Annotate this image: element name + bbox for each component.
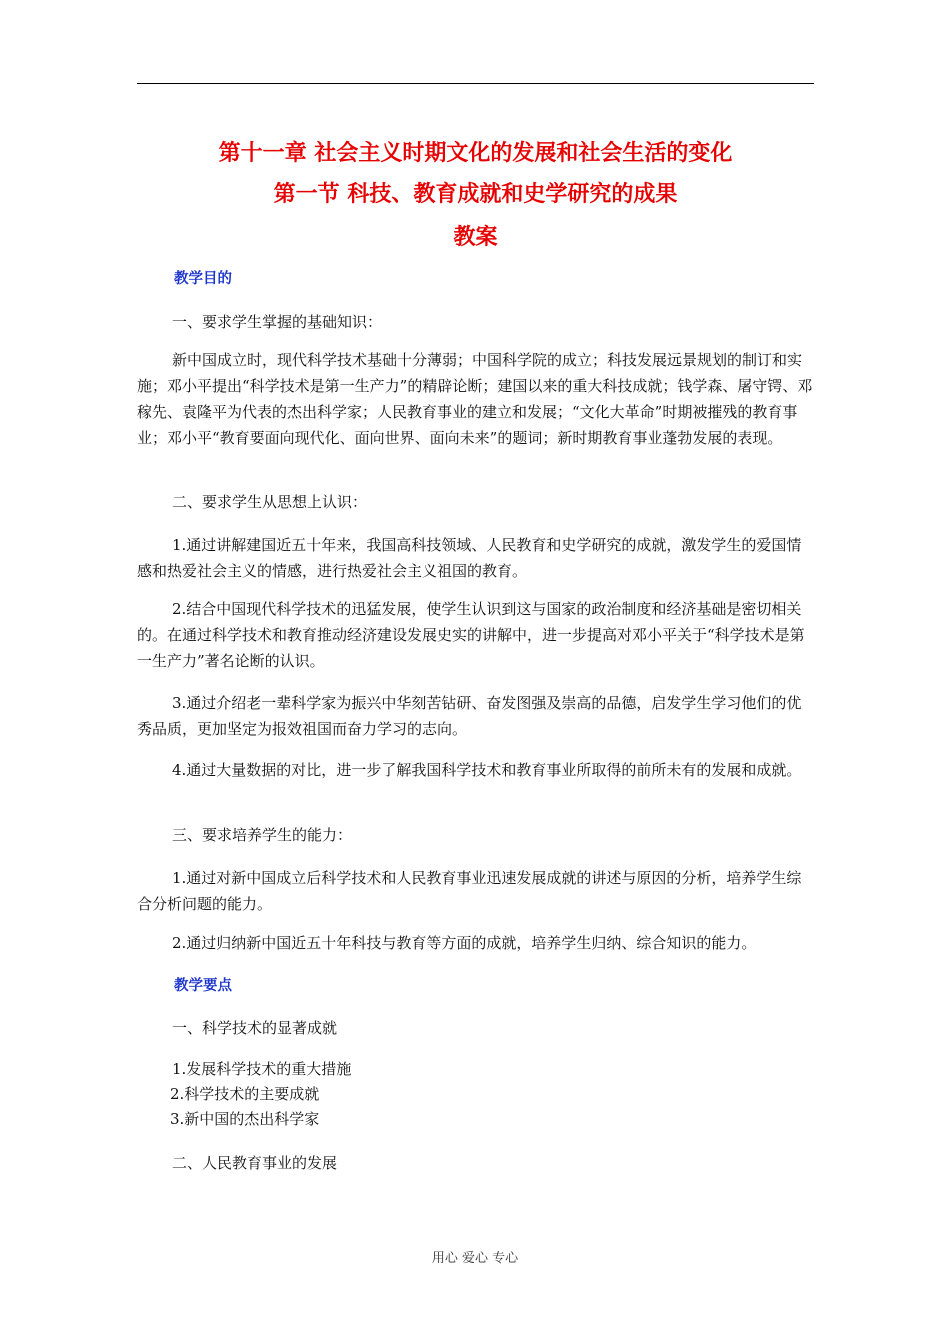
goal2-title: 二、要求学生从思想上认识： [172, 493, 368, 511]
goal2-item: 4.通过大量数据的对比，进一步了解我国科学技术和教育事业所取得的前所未有的发展和成就。 [172, 761, 802, 779]
goal2-item: 3.通过介绍老一辈科学家为振兴中华刻苦钻研、奋发图强及崇高的品德，启发学生学习他们的优秀品质，更加坚定为报效祖国而奋力学习的志向。 [137, 694, 802, 738]
header-rule [137, 83, 814, 84]
goal2-item: 1.通过讲解建国近五十年来，我国高科技领域、人民教育和史学研究的成就，激发学生的爱国情感和热爱社会主义的情感，进行热爱社会主义祖国的教育。 [137, 536, 802, 580]
section-title: 第一节 科技、教育成就和史学研究的成果 [273, 182, 678, 207]
key1-item: 3.新中国的杰出科学家 [170, 1110, 320, 1128]
goal2-item: 2.结合中国现代科学技术的迅猛发展，使学生认识到这与国家的政治制度和经济基础是密切相关的。在通过科学技术和教育推动经济建设发展史实的讲解中，进一步提高对邓小平关于“科学技术是第一生产力”著名论断的认识。 [137, 600, 805, 670]
goal3-title: 三、要求培养学生的能力： [172, 826, 353, 844]
goal1-title: 一、要求学生掌握的基础知识： [172, 313, 383, 331]
key1-title: 一、科学技术的显著成就 [172, 1019, 338, 1037]
page-footer: 用心 爱心 专心 [431, 1251, 519, 1266]
key2-title: 二、人民教育事业的发展 [172, 1154, 338, 1172]
key1-item: 1.发展科学技术的重大措施 [172, 1060, 352, 1078]
goal1-text: 新中国成立时，现代科学技术基础十分薄弱；中国科学院的成立；科技发展远景规划的制订和实施；邓小平提出“科学技术是第一生产力”的精辟论断；建国以来的重大科技成就；钱学森、屠守锷、邓稼先、袁隆平为代表的杰出科学家；人民教育事业的建立和发展；“文化大革命”时期被摧残的教育事业；邓小平“教育要面向现代化、面向世界、面向未来”的题词；新时期教育事业蓬勃发展的表现。 [137, 351, 813, 447]
heading-key-points: 教学要点 [174, 978, 232, 994]
goal3-item: 2.通过归纳新中国近五十年科技与教育等方面的成就，培养学生归纳、综合知识的能力。 [172, 934, 757, 952]
key1-item: 2.科学技术的主要成就 [170, 1085, 320, 1103]
doc-type-title: 教案 [453, 225, 498, 250]
goal3-item: 1.通过对新中国成立后科学技术和人民教育事业迅速发展成就的讲述与原因的分析，培养学生综合分析问题的能力。 [137, 869, 802, 913]
heading-goals: 教学目的 [174, 271, 232, 287]
chapter-title: 第十一章 社会主义时期文化的发展和社会生活的变化 [218, 141, 733, 166]
